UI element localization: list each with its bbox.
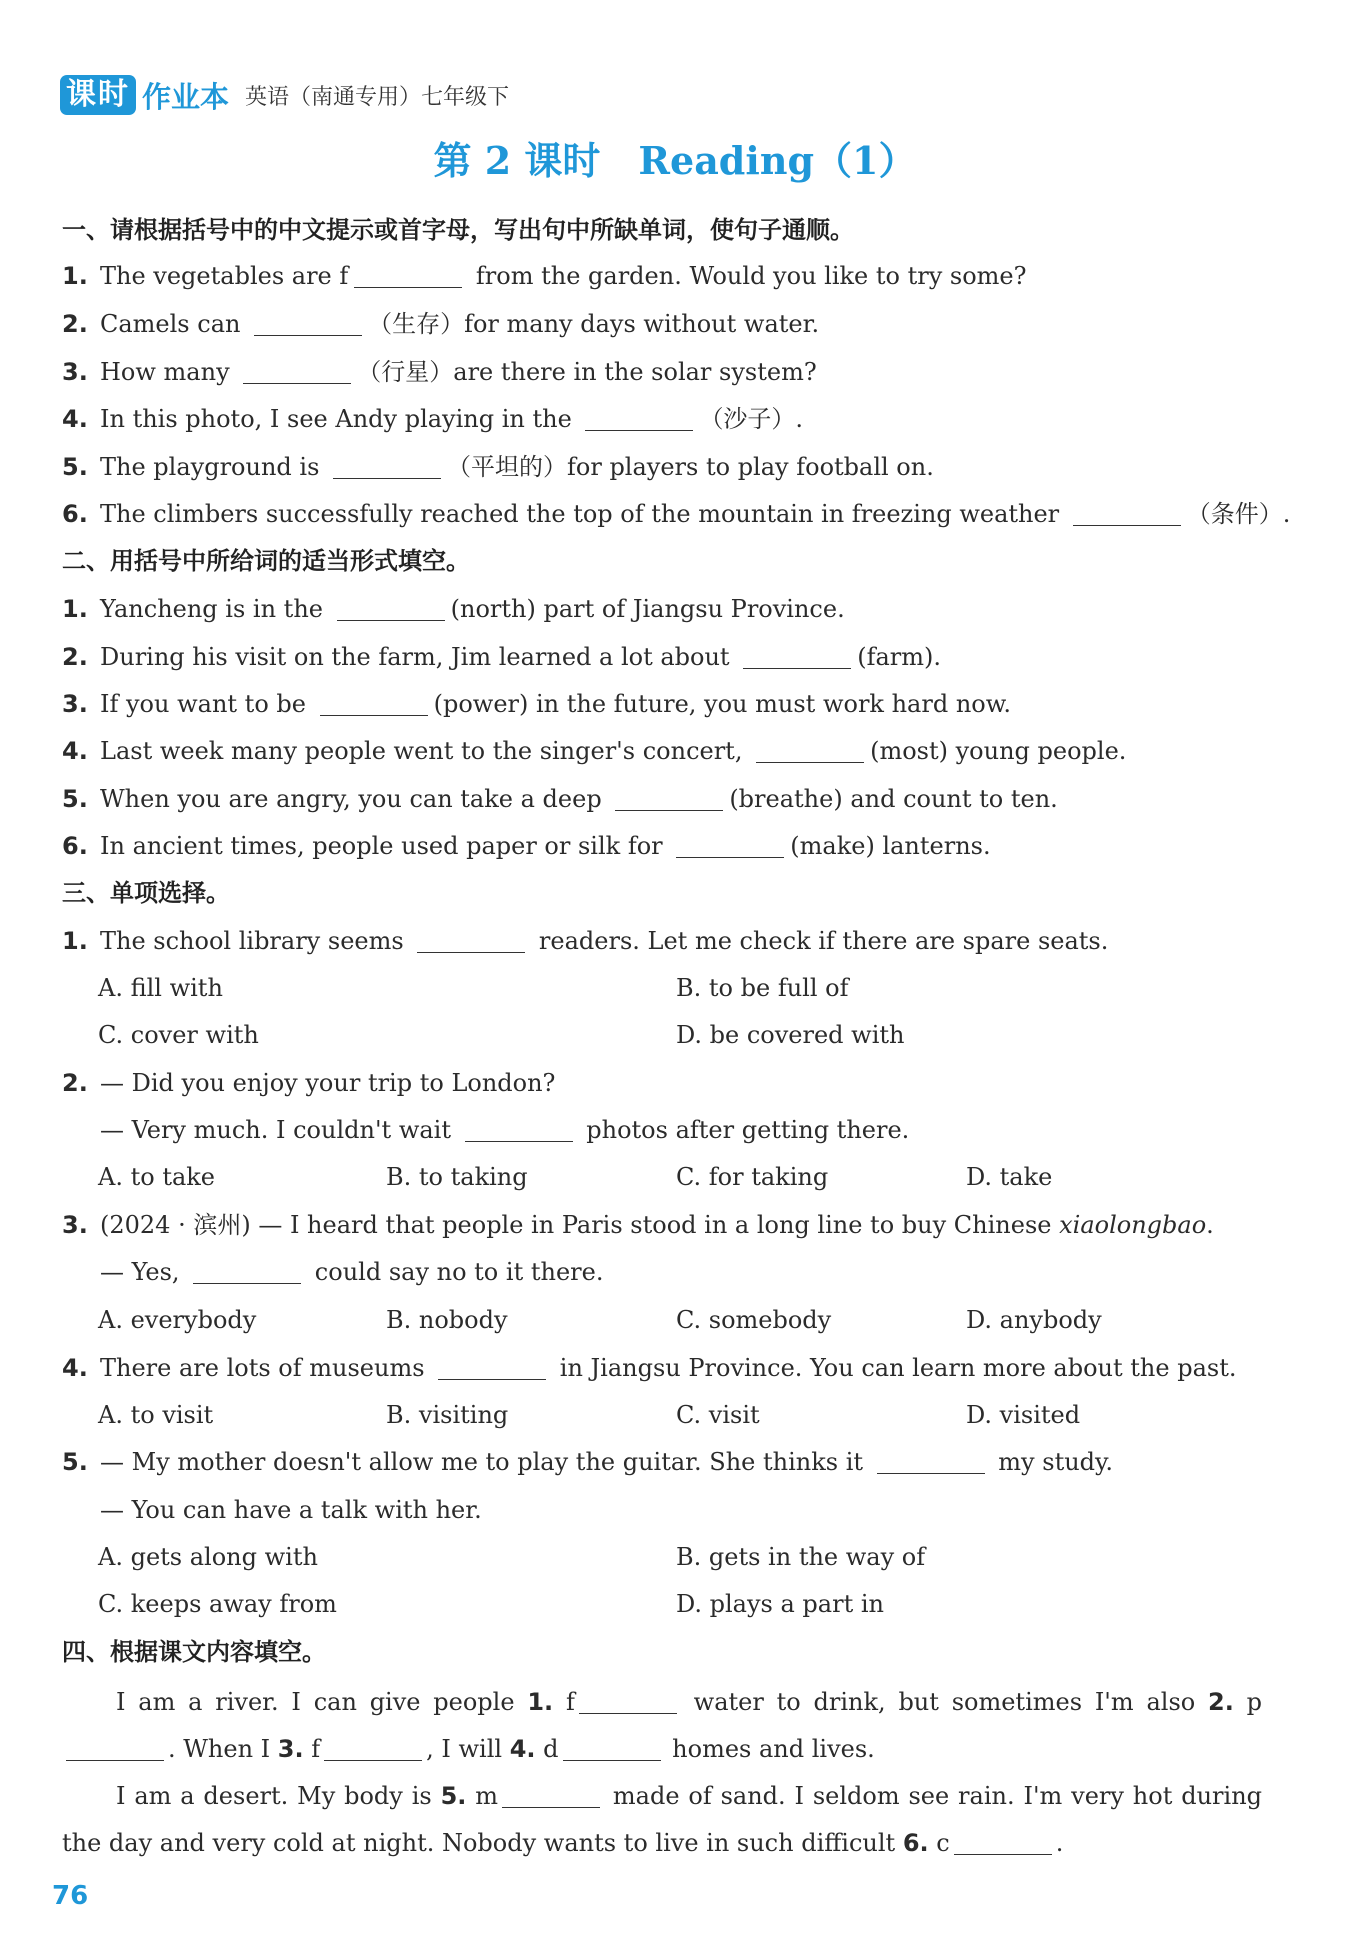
s3-q2-option-c[interactable]: C. for taking (676, 1163, 829, 1191)
s3-q4-option-c[interactable]: C. visit (676, 1401, 760, 1429)
s3-question-3: 3. (2024 · 滨州) — I heard that people in Paris stood in a long line to buy Chinese xiaolongbao. (62, 1211, 1214, 1239)
s2-question-4: 4. Last week many people went to the singer's concert, (most) young people. (62, 737, 1127, 765)
s3-q2-option-a[interactable]: A. to take (98, 1163, 216, 1191)
answer-blank[interactable] (438, 1353, 546, 1380)
s2-question-3: 3. If you want to be (power) in the future, you must work hard now. (62, 690, 1012, 718)
answer-blank[interactable] (615, 784, 723, 811)
s1-question-2: 2. Camels can （生存）for many days without water. (62, 310, 820, 338)
s3-question-5: 5. — My mother doesn't allow me to play the guitar. She thinks it my study. (62, 1448, 1114, 1476)
answer-blank[interactable] (954, 1828, 1052, 1855)
s3-question-2: 2. — Did you enjoy your trip to London? (62, 1069, 556, 1097)
answer-blank[interactable] (324, 1734, 422, 1761)
answer-blank[interactable] (1073, 499, 1181, 526)
s1-question-1: 1. The vegetables are f from the garden. Would you like to try some? (62, 262, 1027, 290)
s3-q5-option-d[interactable]: D. plays a part in (676, 1590, 884, 1618)
section-4-heading: 四、根据课文内容填空。 (62, 1638, 326, 1666)
s3-q4-option-a[interactable]: A. to visit (98, 1401, 214, 1429)
answer-blank[interactable] (333, 452, 441, 479)
s3-q1-option-d[interactable]: D. be covered with (676, 1021, 905, 1049)
s3-q2-option-d[interactable]: D. take (966, 1163, 1053, 1191)
answer-blank[interactable] (756, 736, 864, 763)
passage-paragraph-1: I am a river. I can give people 1. f water to drink, but sometimes I'm also 2. p. When I 3. f , I will 4. d homes and lives. (62, 1679, 1262, 1773)
answer-blank[interactable] (465, 1115, 573, 1142)
s3-q2-line-2: — Very much. I couldn't wait photos after getting there. (100, 1116, 910, 1144)
section-1-heading: 一、请根据括号中的中文提示或首字母，写出句中所缺单词，使句子通顺。 (62, 216, 854, 244)
s3-q1-option-b[interactable]: B. to be full of (676, 974, 849, 1002)
s3-q5-option-a[interactable]: A. gets along with (98, 1543, 318, 1571)
answer-blank[interactable] (243, 357, 351, 384)
s1-question-6: 6. The climbers successfully reached the top of the mountain in freezing weather （条件）. (62, 500, 1291, 528)
answer-blank[interactable] (877, 1447, 985, 1474)
s2-question-2: 2. During his visit on the farm, Jim learned a lot about (farm). (62, 643, 941, 671)
answer-blank[interactable] (193, 1257, 301, 1284)
s3-q3-line-2: — Yes, could say no to it there. (100, 1258, 604, 1286)
s1-question-3: 3. How many （行星）are there in the solar system? (62, 358, 817, 386)
s3-question-1: 1. The school library seems readers. Let me check if there are spare seats. (62, 927, 1109, 955)
answer-blank[interactable] (563, 1734, 661, 1761)
answer-blank[interactable] (417, 926, 525, 953)
passage-paragraph-2: I am a desert. My body is 5. m made of sand. I seldom see rain. I'm very hot during the day and very cold at night. Nobody wants to live in such difficult 6. c . (62, 1782, 1263, 1857)
answer-blank[interactable] (585, 404, 693, 431)
answer-blank[interactable] (502, 1781, 600, 1808)
section-2-heading: 二、用括号中所给词的适当形式填空。 (62, 547, 470, 575)
s2-question-6: 6. In ancient times, people used paper or silk for (make) lanterns. (62, 832, 991, 860)
s3-q4-option-d[interactable]: D. visited (966, 1401, 1081, 1429)
s3-q1-option-c[interactable]: C. cover with (98, 1021, 259, 1049)
logo-badge: 课时 (60, 75, 136, 115)
s3-q4-option-b[interactable]: B. visiting (386, 1401, 509, 1429)
book-logo (60, 75, 229, 116)
answer-blank[interactable] (579, 1687, 677, 1714)
s3-q3-option-c[interactable]: C. somebody (676, 1306, 832, 1334)
s3-q1-option-a[interactable]: A. fill with (98, 974, 223, 1002)
s3-q3-option-b[interactable]: B. nobody (386, 1306, 508, 1334)
page-header (60, 74, 509, 116)
s3-q3-option-a[interactable]: A. everybody (98, 1306, 257, 1334)
s3-q5-line-2: — You can have a talk with her. (100, 1496, 482, 1524)
section-3-heading: 三、单项选择。 (62, 879, 230, 907)
answer-blank[interactable] (354, 261, 462, 288)
s3-q5-option-c[interactable]: C. keeps away from (98, 1590, 337, 1618)
logo-text: 作业本 (142, 79, 230, 114)
lesson-title: 第 2 课时 Reading（1） (433, 138, 917, 183)
subject-label: 英语（南通专用）七年级下 (245, 84, 510, 110)
s3-q5-option-b[interactable]: B. gets in the way of (676, 1543, 926, 1571)
s3-question-4: 4. There are lots of museums in Jiangsu Province. You can learn more about the past. (62, 1354, 1237, 1382)
answer-blank[interactable] (743, 642, 851, 669)
s3-q3-option-d[interactable]: D. anybody (966, 1306, 1102, 1334)
s3-q2-option-b[interactable]: B. to taking (386, 1163, 528, 1191)
answer-blank[interactable] (320, 689, 428, 716)
s2-question-1: 1. Yancheng is in the (north) part of Jiangsu Province. (62, 595, 845, 623)
answer-blank[interactable] (66, 1734, 164, 1761)
answer-blank[interactable] (676, 831, 784, 858)
answer-blank[interactable] (254, 309, 362, 336)
answer-blank[interactable] (337, 594, 445, 621)
s1-question-5: 5. The playground is （平坦的）for players to play football on. (62, 453, 934, 481)
s2-question-5: 5. When you are angry, you can take a deep (breathe) and count to ten. (62, 785, 1058, 813)
page-number: 76 (52, 1881, 89, 1911)
s1-question-4: 4. In this photo, I see Andy playing in the （沙子）. (62, 405, 804, 433)
